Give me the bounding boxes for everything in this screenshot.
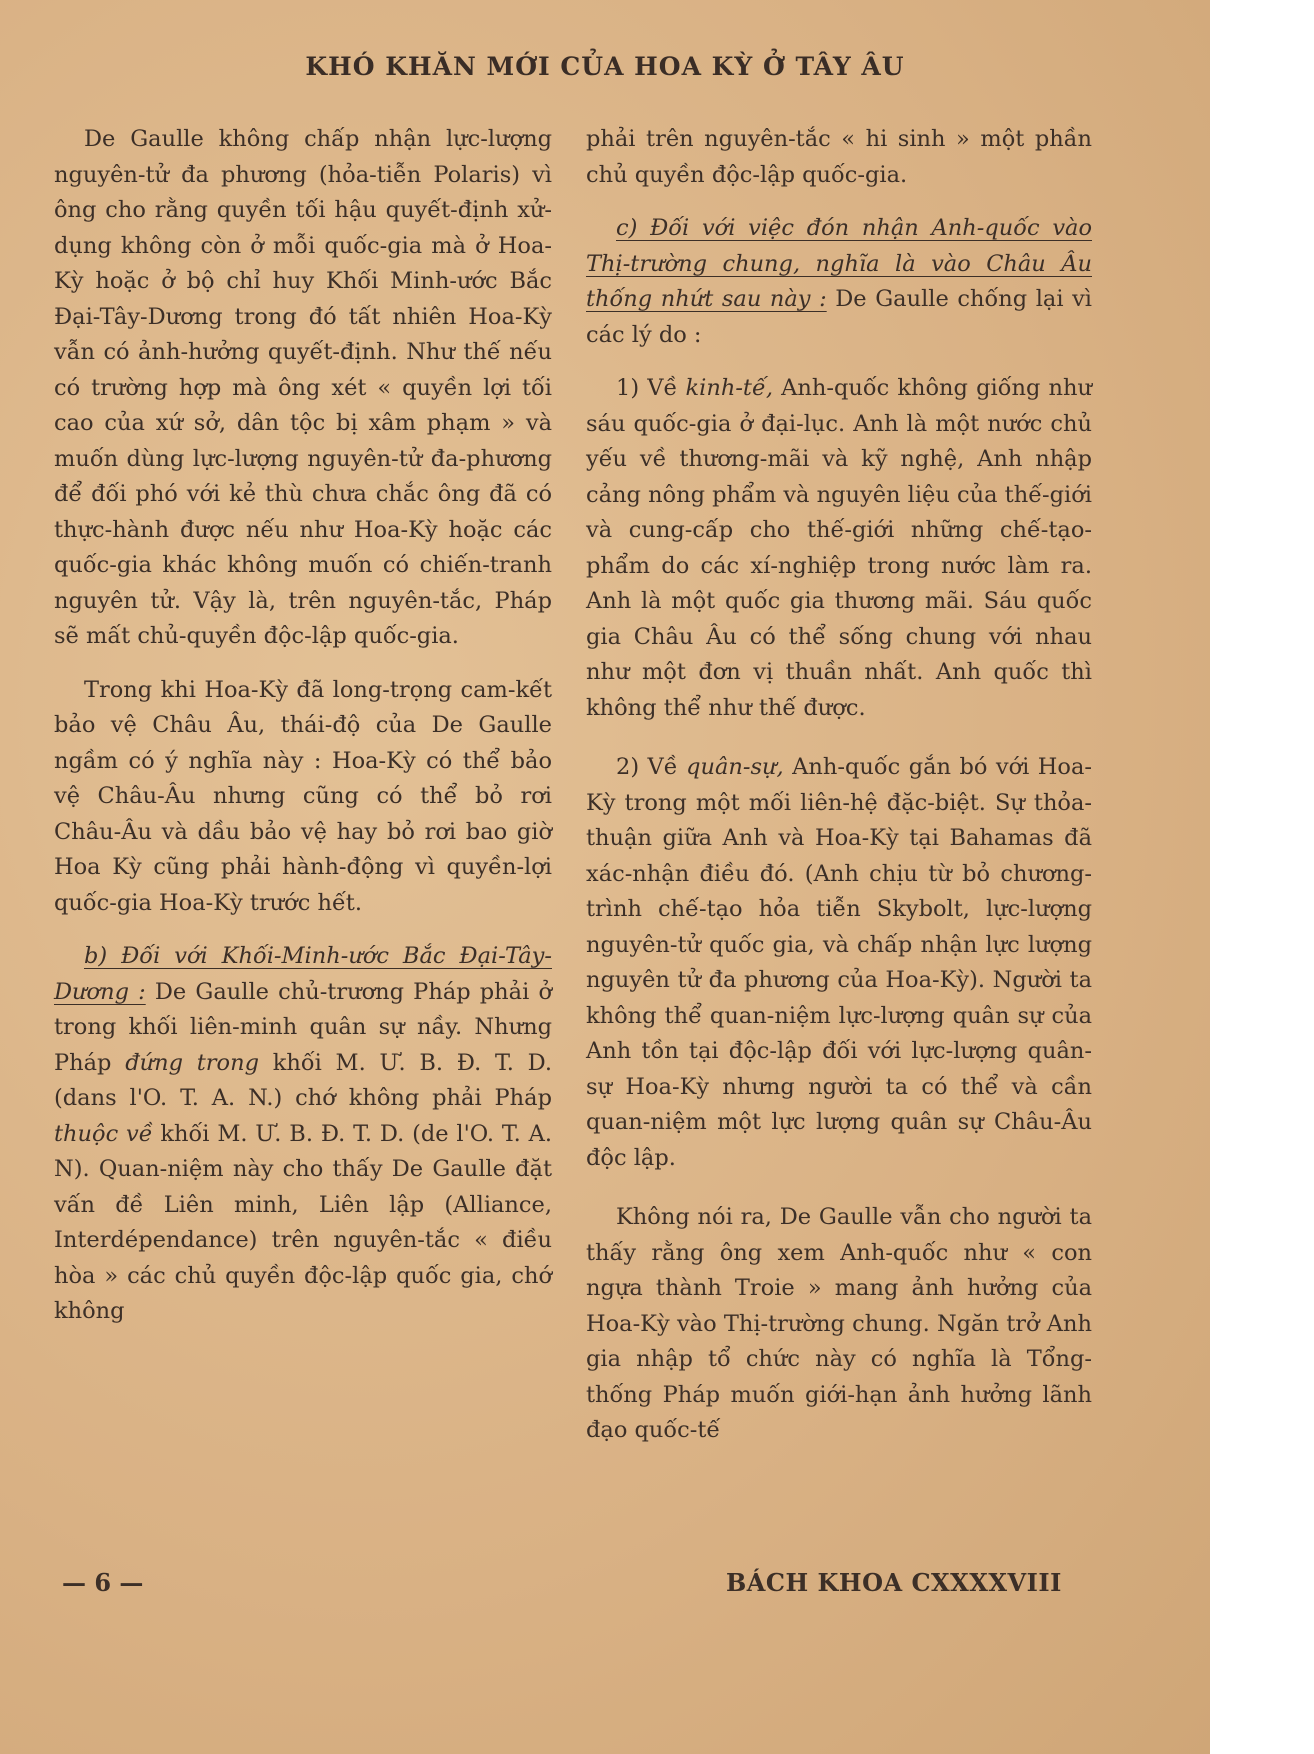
- left-column: [54, 122, 552, 1330]
- section-heading: b) Đối với Khối-Minh-ước Bắc Đại-Tây-Dương :: [54, 943, 552, 1005]
- paragraph: [54, 939, 552, 1330]
- text-span: khối M. Ư. B. Đ. T. D. (dans l'O. T. A. N.) chớ không phải Pháp: [54, 1049, 552, 1111]
- text-span: khối M. Ư. B. Đ. T. D. (de l'O. T. A. N). Quan-niệm này cho thấy De Gaulle đặt vấn đề Liên minh, Liên lập (Alliance, Interdépendance) trên nguyên-tắc « điều hòa » các chủ quyền độc-lập quốc gia, chớ không: [54, 1120, 552, 1324]
- paragraph: Không nói ra, De Gaulle vẫn cho người ta thấy rằng ông xem Anh-quốc như « con ngựa thành Troie » mang ảnh hưởng của Hoa-Kỳ vào Thị-trường chung. Ngăn trở Anh gia nhập tổ chức này có nghĩa là Tổng-thống Pháp muốn giới-hạn ảnh hưởng lãnh đạo quốc-tế: [586, 1204, 1092, 1443]
- text-span: Anh-quốc gắn bó với Hoa-Kỳ trong một mối liên-hệ đặc-biệt. Sự thỏa-thuận giữa Anh và Hoa-Kỳ tại Bahamas đã xác-nhận điều đó. (Anh chịu từ bỏ chương-trình chế-tạo hỏa tiễn Skybolt, lực-lượng nguyên-tử quốc gia, và chấp nhận lực lượng nguyên tử đa phương của Hoa-Kỳ). Người ta không thể quan-niệm lực-lượng quân sự của Anh tồn tại độc-lập đối với lực-lượng quân-sự Hoa-Kỳ nhưng người ta có thể và cần quan-niệm một lực lượng quân sự Châu-Âu độc lập.: [586, 754, 1092, 1171]
- paragraph: phải trên nguyên-tắc « hi sinh » một phần chủ quyền độc-lập quốc-gia.: [586, 126, 1092, 188]
- italic-text: quân-sự,: [686, 754, 784, 780]
- right-column: [586, 122, 1092, 1449]
- paragraph: Trong khi Hoa-Kỳ đã long-trọng cam-kết bảo vệ Châu Âu, thái-độ của De Gaulle ngầm có ý nghĩa này : Hoa-Kỳ có thể bảo vệ Châu-Âu nhưng cũng có thể bỏ rơi Châu-Âu và dầu bảo vệ hay bỏ rơi bao giờ Hoa Kỳ cũng phải hành-động vì quyền-lợi quốc-gia Hoa-Kỳ trước hết.: [54, 676, 552, 916]
- paragraph: De Gaulle không chấp nhận lực-lượng nguyên-tử đa phương (hỏa-tiễn Polaris) vì ông cho rằng quyền tối hậu quyết-định xử-dụng không còn ở mỗi quốc-gia mà ở Hoa-Kỳ hoặc ở bộ chỉ huy Khối Minh-ước Bắc Đại-Tây-Dương trong đó tất nhiên Hoa-Kỳ vẫn có ảnh-hưởng quyết-định. Như thế nếu có trường hợp mà ông xét « quyền lợi tối cao của xứ sở, dân tộc bị xâm phạm » và muốn dùng lực-lượng nguyên-tử đa-phương để đối phó với kẻ thù chưa chắc ông đã có thực-hành được nếu như Hoa-Kỳ hoặc các quốc-gia khác không muốn có chiến-tranh nguyên tử. Vậy là, trên nguyên-tắc, Pháp sẽ mất chủ-quyền độc-lập quốc-gia.: [54, 126, 552, 649]
- paragraph: [586, 211, 1092, 353]
- italic-text: kinh-tế,: [685, 375, 773, 401]
- text-span: De Gaulle chủ-trương Pháp phải ở trong khối liên-minh quân sự nầy. Nhưng Pháp: [54, 978, 552, 1076]
- paragraph: [586, 750, 1092, 1176]
- italic-text: thuộc về: [54, 1120, 153, 1147]
- text-span: Anh-quốc không giống như sáu quốc-gia ở đại-lục. Anh là một nước chủ yếu về thương-mãi và kỹ nghệ, Anh nhập cảng nông phẩm và nguyên liệu của thế-giới và cung-cấp cho thế-giới những chế-tạo-phẩm do các xí-nghiệp trong nước làm ra. Anh là một quốc gia thương mãi. Sáu quốc gia Châu Âu có thể sống chung với nhau như một đơn vị thuần nhất. Anh quốc thì không thể như thế được.: [586, 375, 1092, 721]
- text-span: De Gaulle chống lại vì các lý do :: [586, 286, 1092, 348]
- section-heading: c) Đối với việc đón nhận Anh-quốc vào Thị-trường chung, nghĩa là vào Châu Âu thống nhứt sau này :: [586, 215, 1092, 312]
- text-span: 1) Về: [616, 375, 686, 401]
- text-span: 2) Về: [616, 754, 687, 780]
- page-number: — 6 —: [62, 1568, 144, 1597]
- italic-text: đứng trong: [125, 1049, 259, 1076]
- paragraph: [586, 371, 1092, 726]
- magazine-issue: BÁCH KHOA CXXXXVIII: [726, 1568, 1062, 1597]
- page-header: KHÓ KHĂN MỚI CỦA HOA KỲ Ở TÂY ÂU: [305, 52, 905, 81]
